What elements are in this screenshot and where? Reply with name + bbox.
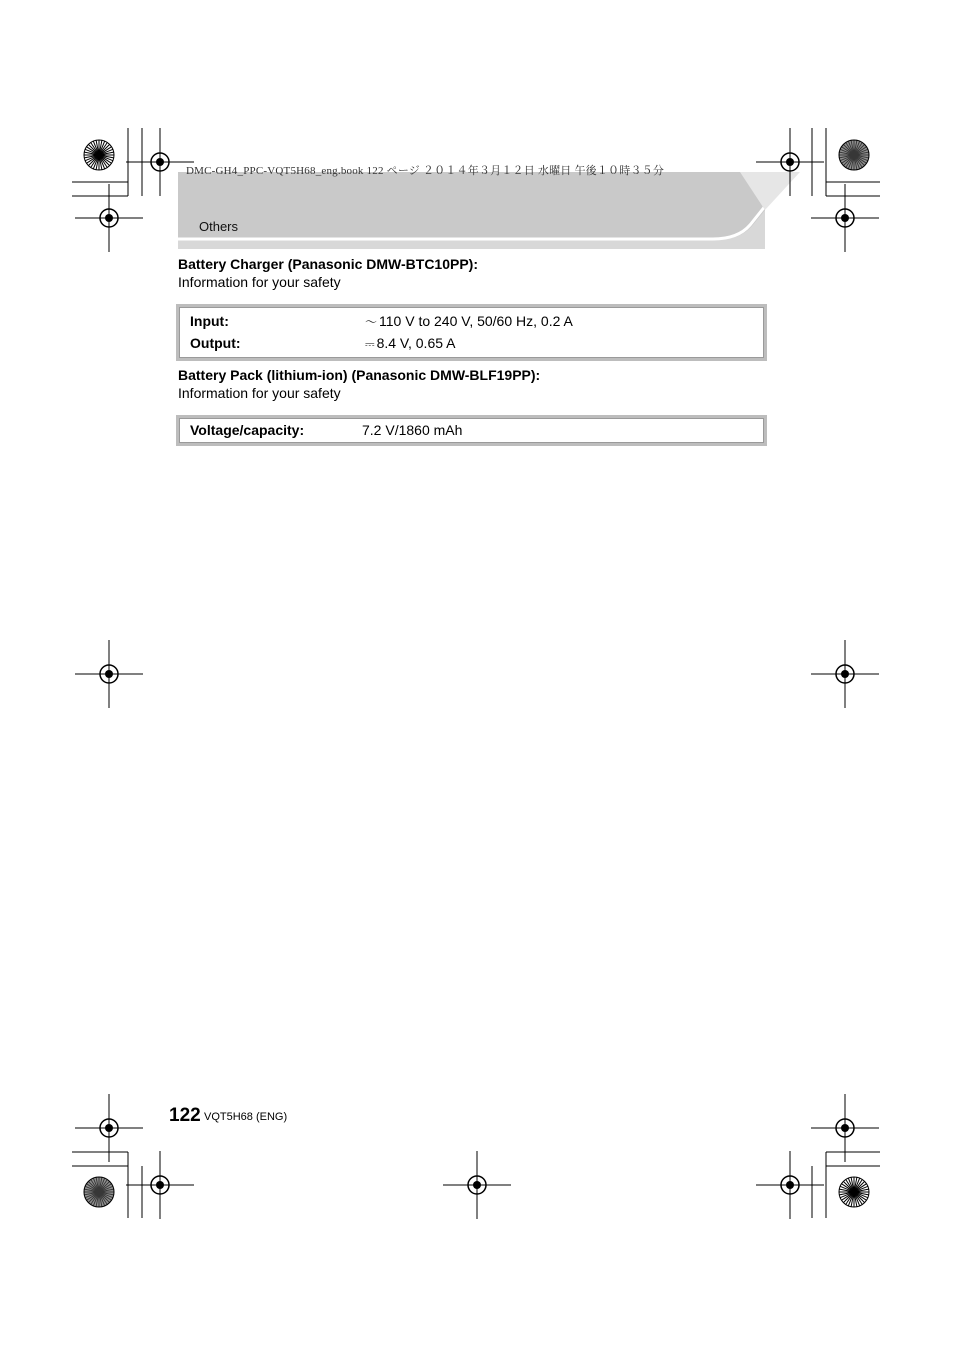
document-code: VQT5H68 (ENG) (204, 1111, 288, 1123)
spec-value: ～ 110 V to 240 V, 50/60 Hz, 0.2 A (365, 313, 573, 329)
dc-symbol-icon: ⎓ (365, 337, 375, 351)
spec-row-output (180, 333, 763, 355)
spec-label: Input: (190, 313, 229, 329)
battery-spec-table (176, 415, 767, 446)
battery-heading: Battery Pack (lithium-ion) (Panasonic DMW-BLF19PP): (178, 367, 541, 383)
section-label: Others (199, 219, 239, 234)
charger-subtext: Information for your safety (178, 274, 341, 290)
spec-row-voltage (180, 420, 763, 442)
charger-heading: Battery Charger (Panasonic DMW-BTC10PP): (178, 256, 478, 272)
print-info-line: DMC-GH4_PPC-VQT5H68_eng.book 122 ページ ２０１４年３月１２日 水曜日 午後１０時３５分 (186, 165, 665, 177)
ac-symbol-icon: ～ (365, 315, 378, 329)
charger-spec-table (176, 304, 767, 361)
battery-subtext: Information for your safety (178, 385, 341, 401)
page-number: 122 (169, 1105, 201, 1126)
spec-label: Voltage/capacity: (190, 422, 305, 438)
spec-label: Output: (190, 335, 241, 351)
spec-value: ⎓ 8.4 V, 0.65 A (365, 335, 456, 351)
spec-row-input (180, 311, 763, 333)
spec-value: 7.2 V/1860 mAh (362, 422, 463, 438)
